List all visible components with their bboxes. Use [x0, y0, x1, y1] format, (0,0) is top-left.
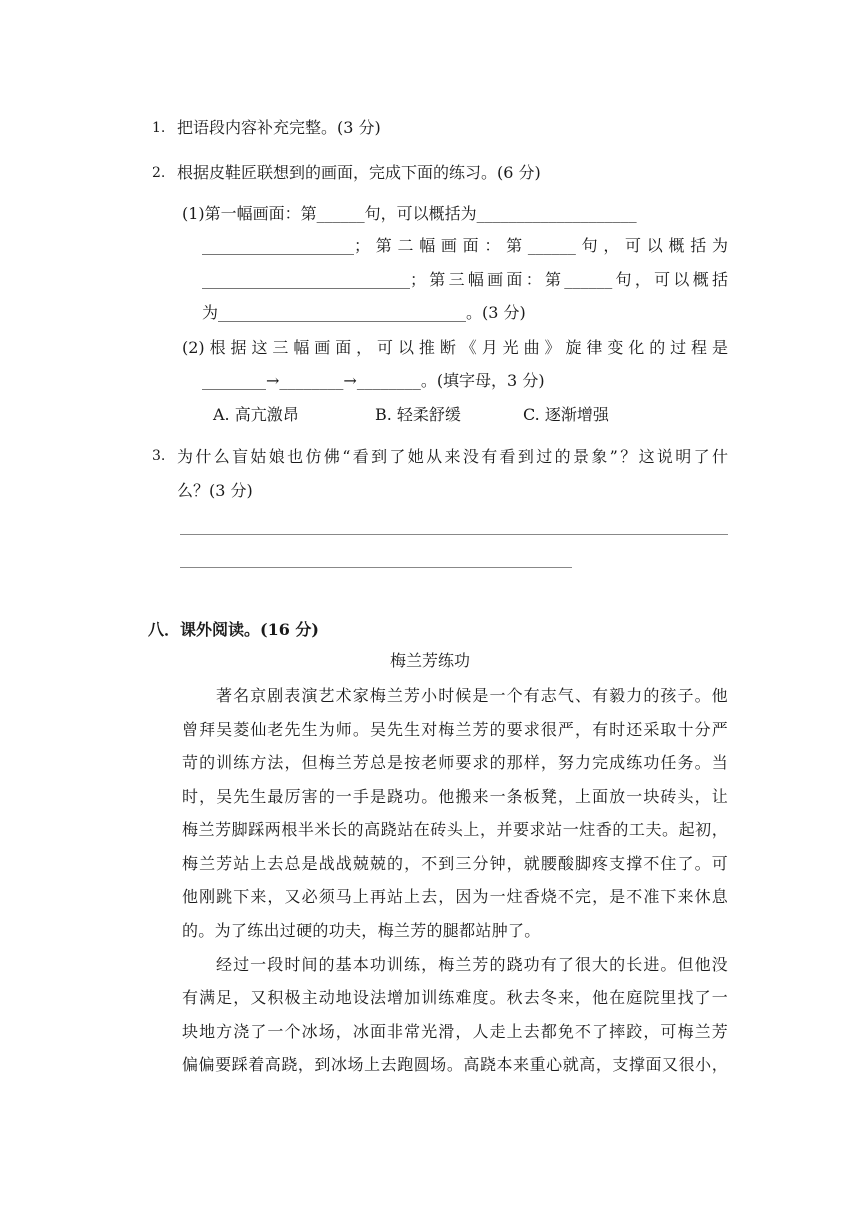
question-2-sub2-line1: (2)根据这三幅画面，可以推断《月光曲》旋律变化的过程是	[182, 338, 728, 357]
section-8-heading: 八．课外阅读。(16 分)	[148, 620, 319, 639]
option-a: A. 高亢激昂	[213, 405, 299, 424]
passage-title: 梅兰芳练功	[389, 651, 470, 670]
question-2-number: 2.	[152, 165, 166, 181]
paragraph-1-line: 著名京剧表演艺术家梅兰芳小时候是一个有志气、有毅力的孩子。他	[216, 686, 728, 705]
paragraph-1-line: 苛的训练方法，但梅兰芳总是按老师要求的那样，努力完成练功任务。当	[182, 753, 728, 772]
question-2-sub1-line4: 为_______________________________。(3 分)	[202, 303, 526, 322]
option-c: C. 逐渐增强	[523, 405, 609, 424]
paragraph-1-line: 的。为了练出过硬的功夫，梅兰芳的腿都站肿了。	[182, 921, 541, 940]
paragraph-1-line: 曾拜吴菱仙老先生为师。吴先生对梅兰芳的要求很严，有时还采取十分严	[182, 720, 728, 739]
answer-line-2[interactable]	[180, 567, 572, 568]
question-3-line1: 为什么盲姑娘也仿佛“看到了她从来没有看到过的景象”？这说明了什	[177, 447, 728, 466]
paragraph-2-line: 有满足，又积极主动地设法增加训练难度。秋去冬来，他在庭院里找了一	[182, 988, 728, 1007]
question-2-sub2-line2: ________→________→________。(填字母，3 分)	[202, 371, 545, 390]
question-2-sub1-line3: __________________________；第三幅画面：第______句，可以概括	[202, 270, 728, 289]
paragraph-2-line: 块地方浇了一个冰场，冰面非常光滑，人走上去都免不了摔跤，可梅兰芳	[182, 1022, 728, 1041]
paragraph-1-line: 时，吴先生最厉害的一手是跷功。他搬来一条板凳，上面放一块砖头，让	[182, 787, 728, 806]
question-1-number: 1.	[152, 120, 166, 136]
question-3-number: 3.	[152, 448, 166, 464]
question-2-text: 根据皮鞋匠联想到的画面，完成下面的练习。(6 分)	[177, 163, 541, 182]
question-1-text: 把语段内容补充完整。(3 分)	[177, 118, 381, 137]
answer-line-1[interactable]	[180, 534, 728, 535]
paragraph-2-line: 经过一段时间的基本功训练，梅兰芳的跷功有了很大的长进。但他没	[216, 955, 728, 974]
question-3-line2: 么？(3 分)	[177, 481, 253, 500]
question-2-sub1-line1: (1)第一幅画面：第______句，可以概括为____________________	[182, 204, 637, 223]
paragraph-1-line: 他刚跳下来，又必须马上再站上去，因为一炷香烧不完，是不准下来休息	[182, 887, 728, 906]
paragraph-1-line: 梅兰芳站上去总是战战兢兢的，不到三分钟，就腰酸脚疼支撑不住了。可	[182, 854, 728, 873]
paragraph-2-line: 偏偏要踩着高跷，到冰场上去跑圆场。高跷本来重心就高，支撑面又很小，	[182, 1055, 728, 1074]
option-b: B. 轻柔舒缓	[375, 405, 461, 424]
question-2-sub1-line2: ___________________；第二幅画面：第______句，可以概括为	[202, 236, 728, 255]
paragraph-1-line: 梅兰芳脚踩两根半米长的高跷站在砖头上，并要求站一炷香的工夫。起初，	[182, 820, 728, 839]
